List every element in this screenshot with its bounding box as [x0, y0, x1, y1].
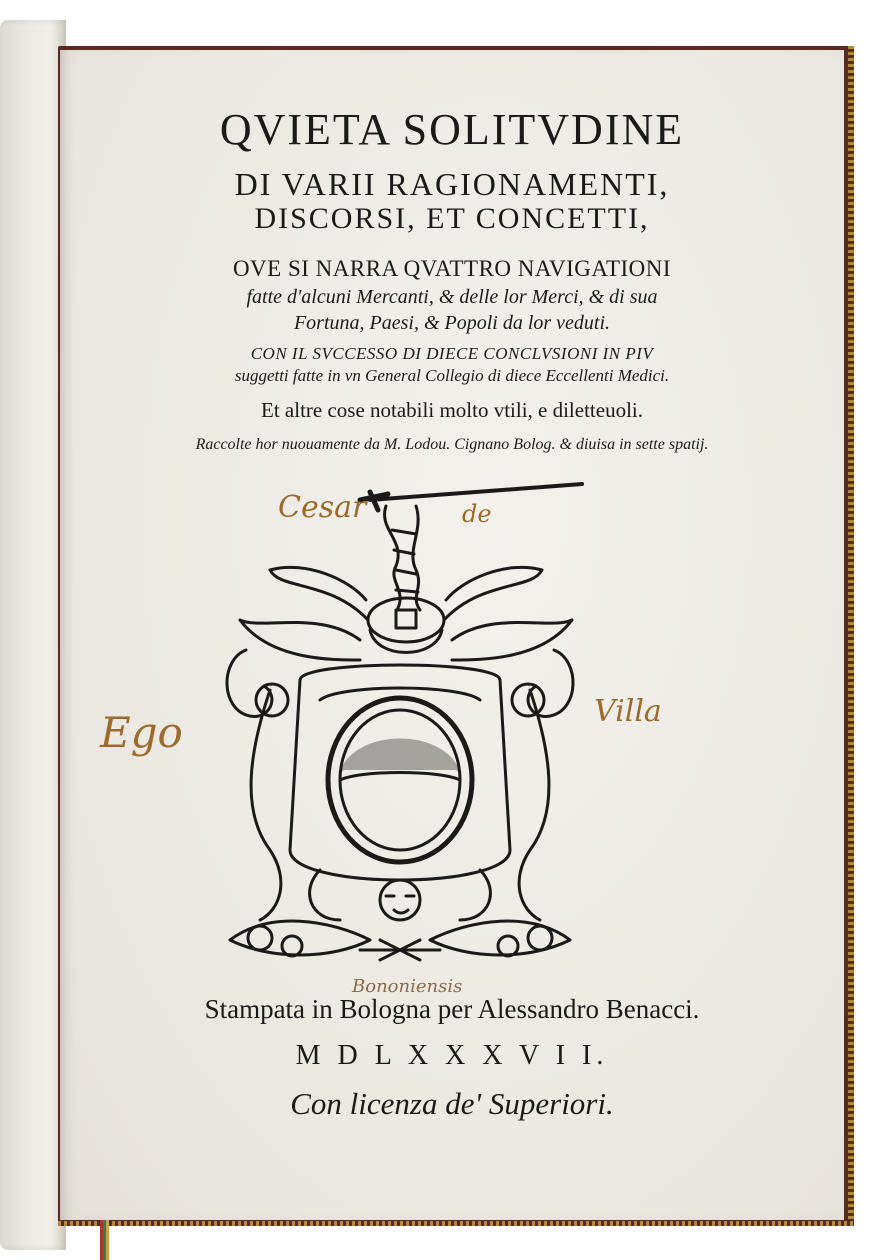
conclusions-line-1: CON IL SVCCESSO DI DIECE CONCLVSIONI IN PIV	[250, 344, 654, 363]
imprint-date: M D L X X X V I I.	[295, 1040, 609, 1071]
other-notes-line: Et altre cose notabili molto vtili, e diletteuoli.	[261, 398, 643, 422]
coat-of-arms-woodcut	[210, 470, 590, 990]
description-line-1: OVE SI NARRA QVATTRO NAVIGATIONI	[232, 256, 672, 281]
compiler-line: Raccolte hor nuouamente da M. Lodou. Cignano Bolog. & diuisa in sette spatij.	[195, 436, 709, 453]
handwritten-ego: Ego	[100, 708, 183, 757]
subtitle-line-1: DI VARII RAGIONAMENTI,	[234, 166, 670, 202]
description-line-3: Fortuna, Paesi, & Popoli da lor veduti.	[293, 312, 611, 334]
handwritten-villa: Villa	[594, 694, 662, 729]
conclusions-line-2: suggetti fatte in vn General Collegio di diece Eccellenti Medici.	[234, 366, 670, 385]
subtitle-line-2: DISCORSI, ET CONCETTI,	[254, 202, 650, 235]
handwritten-cesar: Cesar	[278, 490, 367, 525]
gilt-edge	[848, 46, 854, 1226]
handwritten-bononiensis: Bononiensis	[352, 976, 463, 997]
handwritten-de: de	[462, 500, 492, 528]
imprint-license: Con licenza de' Superiori.	[290, 1086, 614, 1121]
imprint-printer: Stampata in Bologna per Alessandro Benacci.	[204, 994, 700, 1024]
ribbon-marker	[100, 1214, 109, 1260]
book-title: QVIETA SOLITVDINE	[219, 105, 685, 154]
facing-page	[0, 20, 66, 1250]
gilt-edge-bottom	[58, 1221, 854, 1226]
description-line-2: fatte d'alcuni Mercanti, & delle lor Merci, & di sua	[246, 286, 658, 308]
